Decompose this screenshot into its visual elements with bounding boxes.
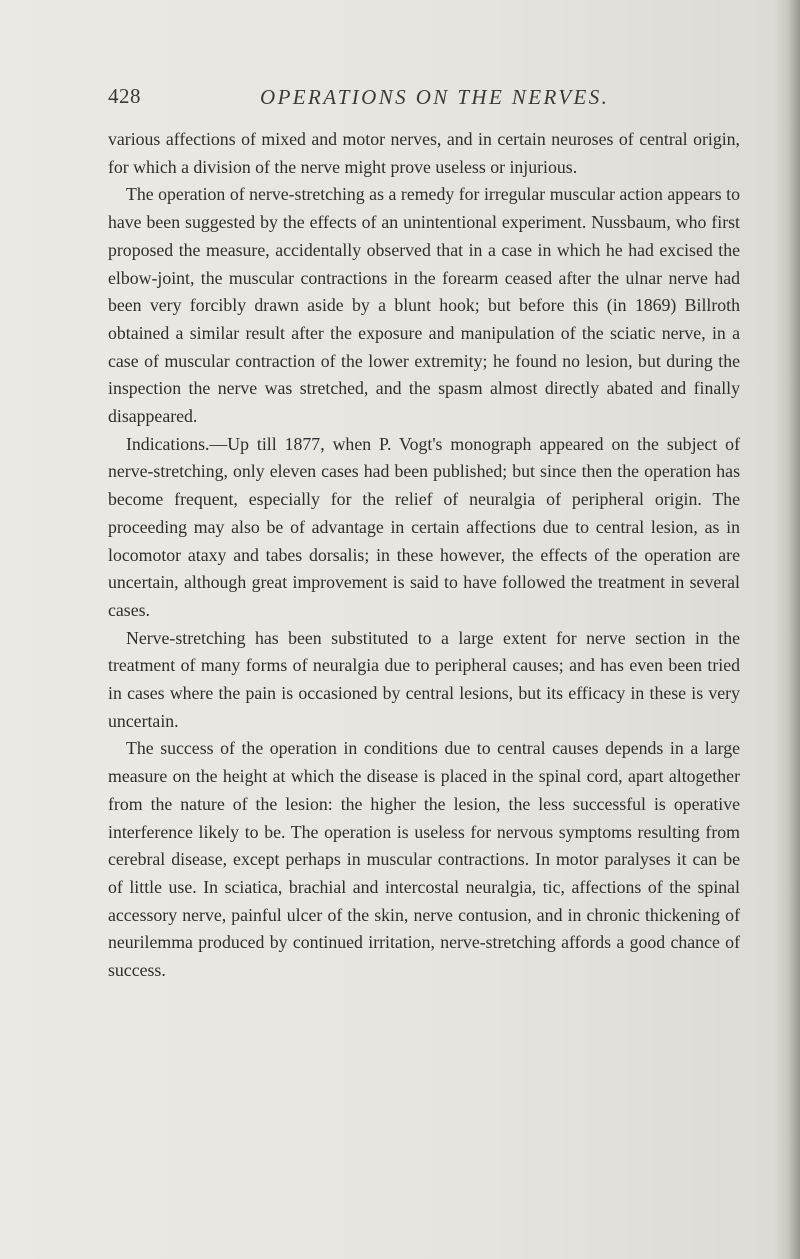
paragraph-indications: Indications.—Up till 1877, when P. Vogt's monograph appeared on the subject of nerve-stretching, only eleven cases had been published; but since then the operation has become frequent, especially for the relief of neuralgia of peripheral origin. The proceeding may also be of advantage in certain affections due to central lesion, as in locomotor ataxy and tabes dorsalis; in these however, the effects of the operation are uncertain, although great improvement is said to have followed the treatment in several cases. [108, 433, 740, 620]
page-header [108, 84, 748, 114]
paragraph-continuation: various affections of mixed and motor nerves, and in certain neuroses of central origin, for which a division of the nerve might prove useless or injurious. [108, 129, 740, 177]
page-number: 428 [108, 84, 141, 108]
paragraph-nerve-stretching-origin: The operation of nerve-stretching as a remedy for irregular muscular action appears to have been suggested by the effects of an unintentional experiment. Nussbaum, who first proposed the measure, accidentally observed that in a case in which he had excised the elbow-joint, the muscular contractions in the forearm ceased after the ulnar nerve had been very forcibly drawn aside by a blunt hook; but before this (in 1869) Billroth obtained a similar result after the exposure and manipulation of the sciatic nerve, in a case of muscular contraction of the lower extremity; he found no lesion, but during the inspection the nerve was stretched, and the spasm almost directly abated and finally disappeared. [108, 184, 740, 427]
running-title: OPERATIONS ON THE NERVES. [260, 85, 610, 109]
paragraph-success-conditions: The success of the operation in conditions due to central causes depends in a large measure on the height at which the disease is placed in the spinal cord, apart altogether from the nature of the lesion: the higher the lesion, the less successful is operative interference likely to be. The operation is useless for nervous symptoms resulting from cerebral disease, except perhaps in muscular contractions. In motor paralyses it can be of little use. In sciatica, brachial and intercostal neuralgia, tic, affections of the spinal accessory nerve, painful ulcer of the skin, nerve contusion, and in chronic thickening of neurilemma produced by continued irritation, nerve-stretching affords a good chance of success. [108, 738, 740, 981]
body-text [108, 126, 740, 985]
paragraph-neuralgia-substitution: Nerve-stretching has been substituted to a large extent for nerve section in the treatment of many forms of neuralgia due to peripheral causes; and has even been tried in cases where the pain is occasioned by central lesions, but its efficacy in these is very uncertain. [108, 627, 740, 731]
page-edge-shadow [772, 0, 800, 1259]
